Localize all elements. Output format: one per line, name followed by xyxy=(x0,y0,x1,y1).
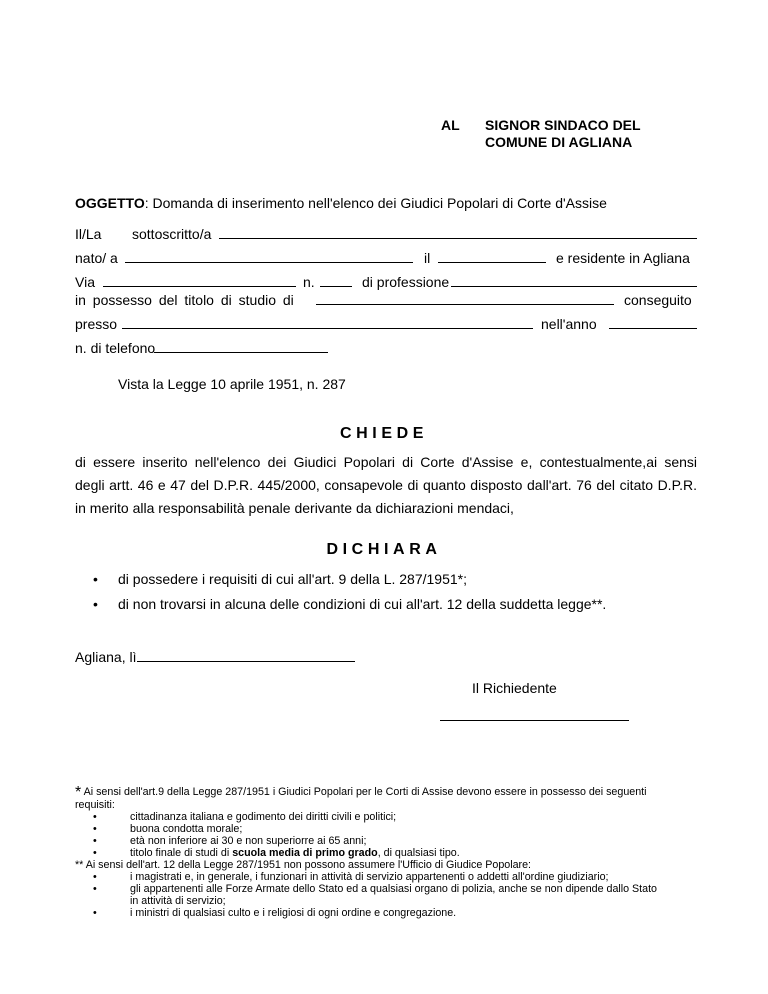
label-conseguito: conseguito xyxy=(624,292,692,308)
profession-field-line[interactable] xyxy=(451,286,697,287)
req-bullet-1: • xyxy=(93,811,97,823)
req-4-pre: titolo finale di studi di xyxy=(130,847,233,859)
label-presso: presso xyxy=(75,316,118,332)
req-4-bold: scuola media di primo grado xyxy=(232,847,378,859)
dichiara-bullet-1: • xyxy=(93,571,98,587)
label-n: n. xyxy=(303,274,315,290)
dichiara-bullet-2: • xyxy=(93,596,98,612)
subject-label: OGGETTO xyxy=(75,195,145,211)
req-4-post: , di qualsiasi tipo. xyxy=(377,847,460,859)
req-3: età non inferiore ai 30 e non superiorre ai 65 anni; xyxy=(130,835,367,847)
phone-field-line[interactable] xyxy=(154,352,328,353)
label-telefono: n. di telefono xyxy=(75,340,156,356)
birthplace-field-line[interactable] xyxy=(125,262,413,263)
note-1-text: Ai sensi dell'art.9 della Legge 287/1951 i Giudici Popolari per le Corti di Assise devono essere in possesso dei seguenti xyxy=(81,786,647,798)
note-1-line-2: requisiti: xyxy=(75,799,115,811)
req-bullet-3: • xyxy=(93,835,97,847)
recipient-line2: COMUNE DI AGLIANA xyxy=(485,134,633,150)
place-label: Agliana, lì xyxy=(75,649,137,665)
req-1: cittadinanza italiana e godimento dei diritti civili e politici; xyxy=(130,811,397,823)
label-nato: nato/ a xyxy=(75,250,118,266)
req-bullet-4: • xyxy=(93,847,97,859)
subject xyxy=(75,195,607,212)
chiede-line-2: degli artt. 46 e 47 del D.P.R. 445/2000, consapevole di quanto disposto dall'art. 76 del citato D.P.R. xyxy=(75,477,697,493)
note-1-line-1 xyxy=(75,786,647,799)
subject-text: : Domanda di inserimento nell'elenco dei Giudici Popolari di Corte d'Assise xyxy=(144,195,607,211)
exc-2-line-2: in attività di servizio; xyxy=(130,895,226,907)
label-anno: nell'anno xyxy=(541,316,597,332)
note-2: ** Ai sensi dell'art. 12 della Legge 287/1951 non possono assumere l'Ufficio di Giudice Popolare: xyxy=(75,859,532,871)
recipient-al: AL xyxy=(441,117,460,133)
dichiara-title: DICHIARA xyxy=(326,541,442,558)
exc-1: i magistrati e, in generale, i funzionari in attività di servizio appartenenti o addetti all'ordine giudiziario; xyxy=(130,871,609,883)
label-residente: e residente in Agliana xyxy=(556,250,690,266)
exc-2-line-1: gli appartenenti alle Forze Armate dello Stato ed a qualsiasi organo di polizia, anche se non dipende dallo Stato xyxy=(130,883,658,895)
degree-field-line[interactable] xyxy=(316,304,614,305)
street-field-line[interactable] xyxy=(103,286,296,287)
req-bullet-2: • xyxy=(93,823,97,835)
chiede-title: CHIEDE xyxy=(339,425,429,442)
signature-line[interactable] xyxy=(440,720,629,721)
dichiara-item-2: di non trovarsi in alcuna delle condizioni di cui all'art. 12 della suddetta legge**. xyxy=(118,596,607,612)
institute-field-line[interactable] xyxy=(122,328,533,329)
req-4 xyxy=(130,847,460,859)
name-field-line[interactable] xyxy=(219,238,697,239)
label-il: il xyxy=(424,250,431,266)
date-field-line[interactable] xyxy=(137,661,355,662)
chiede-line-3: in merito alla responsabilità penale derivante da dichiarazioni mendaci, xyxy=(75,500,514,516)
note-1-star: * xyxy=(75,784,82,801)
label-sottoscritto: sottoscritto/a xyxy=(132,226,212,242)
legge-reference: Vista la Legge 10 aprile 1951, n. 287 xyxy=(118,376,346,392)
exc-bullet-2: • xyxy=(93,883,97,895)
exc-bullet-1: • xyxy=(93,871,97,883)
birthdate-field-line[interactable] xyxy=(438,262,546,263)
label-titolo: in possesso del titolo di studio di xyxy=(75,292,294,308)
req-2: buona condotta morale; xyxy=(130,823,243,835)
street-number-field-line[interactable] xyxy=(320,286,352,287)
exc-bullet-3: • xyxy=(93,907,97,919)
dichiara-item-1: di possedere i requisiti di cui all'art. 9 della L. 287/1951*; xyxy=(118,571,467,587)
label-professione: di professione xyxy=(362,274,450,290)
label-il-la: Il/La xyxy=(75,226,102,242)
recipient-line1: SIGNOR SINDACO DEL xyxy=(485,117,641,133)
label-via: Via xyxy=(75,274,95,290)
chiede-line-1: di essere inserito nell'elenco dei Giudici Popolari di Corte d'Assise e, contestualmente,ai sensi xyxy=(75,454,697,470)
exc-3: i ministri di qualsiasi culto e i religiosi di ogni ordine e congregazione. xyxy=(130,907,457,919)
year-field-line[interactable] xyxy=(609,328,697,329)
signature-label: Il Richiedente xyxy=(472,680,557,696)
